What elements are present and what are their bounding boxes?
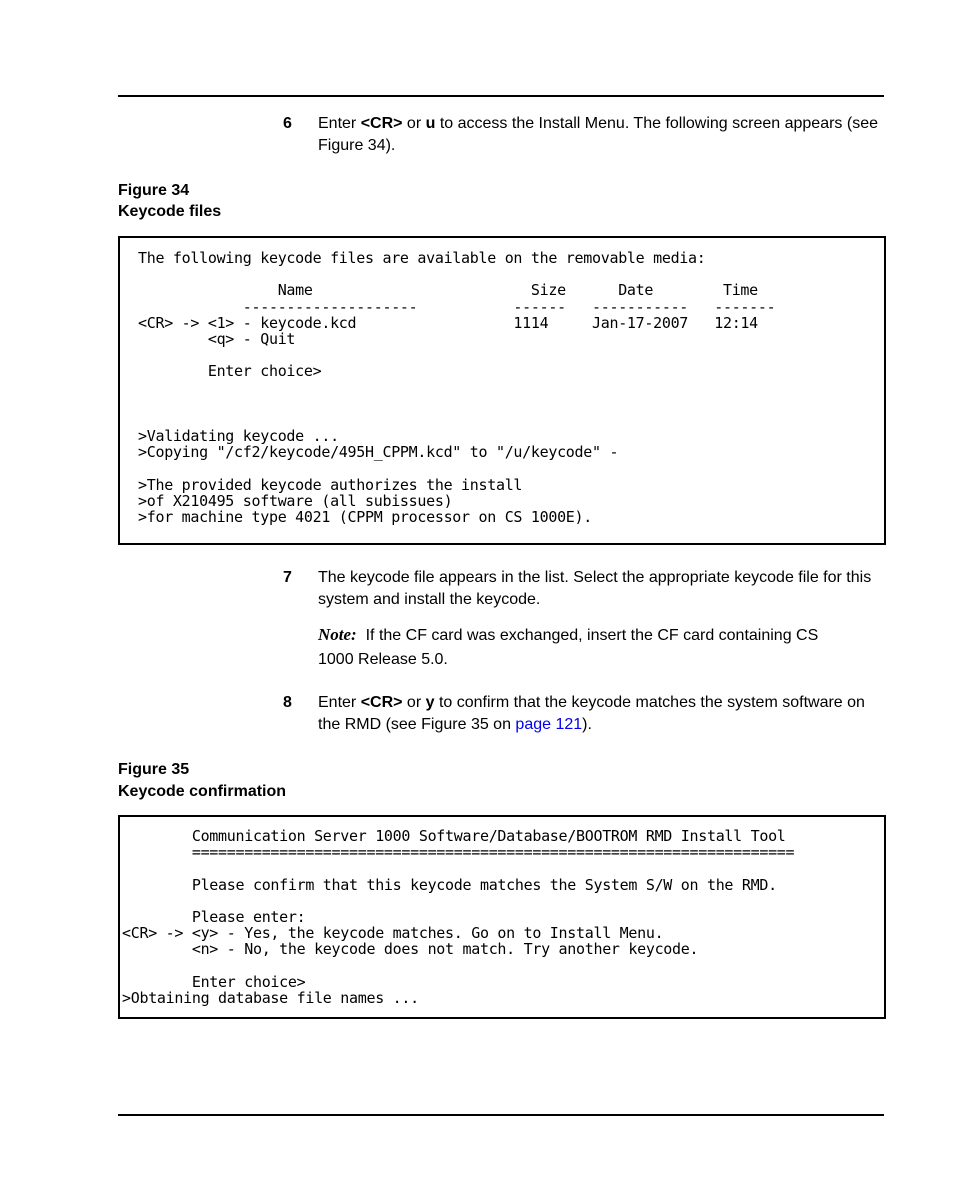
step-6-number: 6 [283,115,292,132]
note-text: If the CF card was exchanged, insert the CF card containing CS 1000 Release 5.0. [318,627,819,668]
step-8-text: Enter <CR> or y to confirm that the keycode matches the system software on the RMD (see Figure 35 on page 121). [318,694,865,733]
step-8-number: 8 [283,694,292,711]
step-7-number: 7 [283,569,292,586]
figure-34-label: Figure 34 [118,182,190,199]
figure-35-screen [118,815,886,1019]
figure-34-screen [118,236,886,545]
figure-34-title: Keycode files [118,203,222,220]
step-7-text: The keycode file appears in the list. Select the appropriate keycode file for this system and install the keycode. [318,569,872,608]
step-6-text: Enter <CR> or u to access the Install Menu. The following screen appears (see Figure 34). [318,115,878,154]
figure-35-terminal-text: Communication Server 1000 Software/Database/BOOTROM RMD Install Tool ===================================================================== Please confirm that this keycode matches the System S/W on the RMD. Please enter: <CR> -> <y> - Yes, the keycode matches. Go on to Install Menu. <n> - No, the keycode does not match. Try another keycode. Enter choice> >Obtaining database file names ... [122,827,795,1008]
bottom-rule [118,1114,884,1116]
figure-34-terminal-text: The following keycode files are available on the removable media: Name Size Date Time -------------------- ------ ----------- ------- <CR> -> <1> - keycode.kcd 1114 Jan-17-2007 12:14 <q> - Quit Enter choice> >Validating keycode ... >Copying "/cf2/keycode/495H_CPPM.kcd" to "/u/keycode" - >The provided keycode authorizes the install >of X210495 software (all subissues) >for machine type 4021 (CPPM processor on CS 1000E). [138,249,776,527]
page-121-link[interactable]: page 121 [515,716,583,733]
note-label: Note: [318,625,357,644]
figure-35-label: Figure 35 [118,761,190,778]
figure-35-title: Keycode confirmation [118,783,287,800]
top-rule [118,95,884,97]
step-7-note [318,623,858,672]
